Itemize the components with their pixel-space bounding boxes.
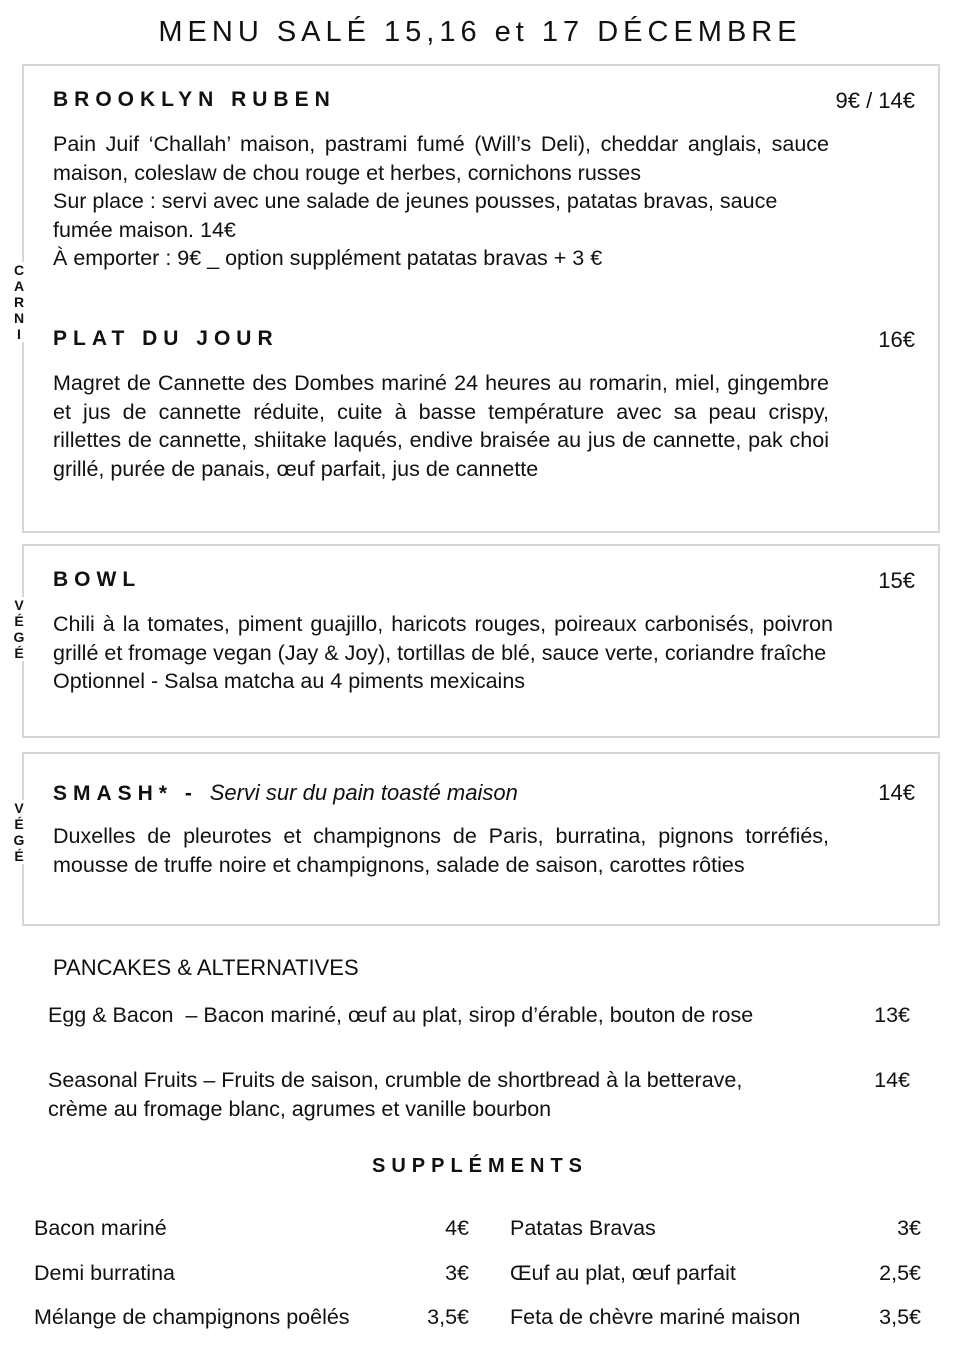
side-letter: I — [17, 326, 21, 342]
item-price: 14€ — [878, 780, 915, 805]
pancakes-heading: PANCAKES & ALTERNATIVES — [53, 955, 359, 980]
side-letter: É — [14, 816, 24, 832]
item-description: Pain Juif ‘Challah’ maison, pastrami fumé (Will’s Deli), cheddar anglais, sauce maison, coleslaw de chou rouge et herbes, cornichons russes — [53, 132, 829, 185]
supplement-price: 3€ — [897, 1216, 921, 1240]
side-label-vege — [8, 597, 30, 661]
supplement-price: 3,5€ — [879, 1305, 921, 1329]
side-letter: A — [13, 278, 25, 294]
item-price: 9€ / 14€ — [835, 88, 915, 113]
item-option: Optionnel - Salsa matcha au 4 piments mexicains — [53, 669, 526, 694]
pancake-item — [48, 1066, 910, 1124]
menu-item-smash — [53, 780, 915, 879]
side-letter: É — [14, 848, 24, 864]
item-name: BROOKLYN RUBEN — [53, 88, 336, 111]
item-description: Duxelles de pleurotes et champignons de Paris, burratina, pignons torréfiés, mousse de truffe noire et champignons, salade de saison, carottes rôties — [53, 824, 829, 877]
supplement-name: Mélange de champignons poêlés — [34, 1305, 350, 1329]
supplement-price: 4€ — [445, 1216, 469, 1240]
supplements-right — [510, 1216, 921, 1350]
sur-place-text: : servi avec une salade de jeunes pousses, patatas bravas, sauce fumée maison. 14€ — [53, 189, 778, 242]
side-letter: N — [13, 310, 25, 326]
emporter-label: À emporter — [53, 246, 160, 271]
emporter-text: : 9€ _ option supplément patatas bravas + 3 € — [159, 246, 603, 271]
supplement-name: Demi burratina — [34, 1260, 175, 1285]
supplement-row — [34, 1261, 469, 1306]
item-description: Chili à la tomates, piment guajillo, haricots rouges, poireaux carbonisés, poivron grillé et fromage vegan (Jay & Joy), tortillas de blé, sauce verte, coriandre fraîche — [53, 612, 833, 665]
pancake-price: 14€ — [874, 1068, 910, 1092]
side-label-vege — [8, 800, 30, 864]
item-name: PLAT DU JOUR — [53, 327, 279, 350]
supplement-row — [34, 1305, 469, 1350]
supplement-row — [510, 1305, 921, 1350]
menu-item-bowl — [53, 568, 915, 696]
supplement-name: Œuf au plat, œuf parfait — [510, 1260, 736, 1285]
side-letter: G — [13, 832, 25, 848]
supplement-price: 3,5€ — [427, 1305, 469, 1329]
supplements-left — [34, 1216, 469, 1350]
supplement-name: Bacon mariné — [34, 1216, 167, 1240]
sur-place-label: Sur place — [53, 189, 144, 214]
side-letter: V — [14, 597, 24, 613]
item-price: 15€ — [878, 568, 915, 593]
item-name: BOWL — [53, 568, 142, 591]
pancake-desc: – Fruits de saison, crumble de shortbread à la betterave, crème au fromage blanc, agrumes et vanille bourbon — [48, 1068, 743, 1121]
supplement-name: Feta de chèvre mariné maison — [510, 1305, 801, 1329]
supplement-row — [510, 1261, 921, 1306]
menu-item-brooklyn-ruben — [53, 88, 915, 273]
supplement-price: 3€ — [445, 1260, 469, 1285]
side-letter: É — [14, 645, 24, 661]
item-subtitle: Servi sur du pain toasté maison — [209, 780, 518, 805]
supplement-row — [510, 1216, 921, 1261]
side-letter: V — [14, 800, 24, 816]
pancake-desc: – Bacon mariné, œuf au plat, sirop d’érable, bouton de rose — [173, 1003, 754, 1027]
item-description: Magret de Cannette des Dombes mariné 24 heures au romarin, miel, gingembre et jus de cannette réduite, cuite à basse température avec sa peau crispy, rillettes de cannette, shiitake laqués, endive braisée au jus de cannette, pak choi grillé, purée de panais, œuf parfait, jus de cannette — [53, 371, 829, 481]
item-name: SMASH* - — [53, 782, 210, 805]
pancake-name: Seasonal Fruits — [48, 1068, 198, 1092]
pancake-price: 13€ — [874, 1003, 910, 1027]
menu-item-plat-du-jour — [53, 327, 915, 483]
menu-title: MENU SALÉ 15,16 et 17 DÉCEMBRE — [158, 16, 802, 48]
supplements-heading: SUPPLÉMENTS — [371, 1155, 589, 1177]
side-letter: G — [13, 629, 25, 645]
side-letter: R — [13, 294, 25, 310]
supplement-price: 2,5€ — [879, 1260, 921, 1285]
pancake-item — [48, 1001, 910, 1030]
item-price: 16€ — [878, 327, 915, 352]
side-letter: É — [14, 613, 24, 629]
side-label-carni — [8, 262, 30, 342]
pancake-name: Egg & Bacon — [48, 1003, 174, 1027]
supplement-row — [34, 1216, 469, 1261]
supplement-name: Patatas Bravas — [510, 1216, 656, 1240]
side-letter: C — [13, 262, 25, 278]
